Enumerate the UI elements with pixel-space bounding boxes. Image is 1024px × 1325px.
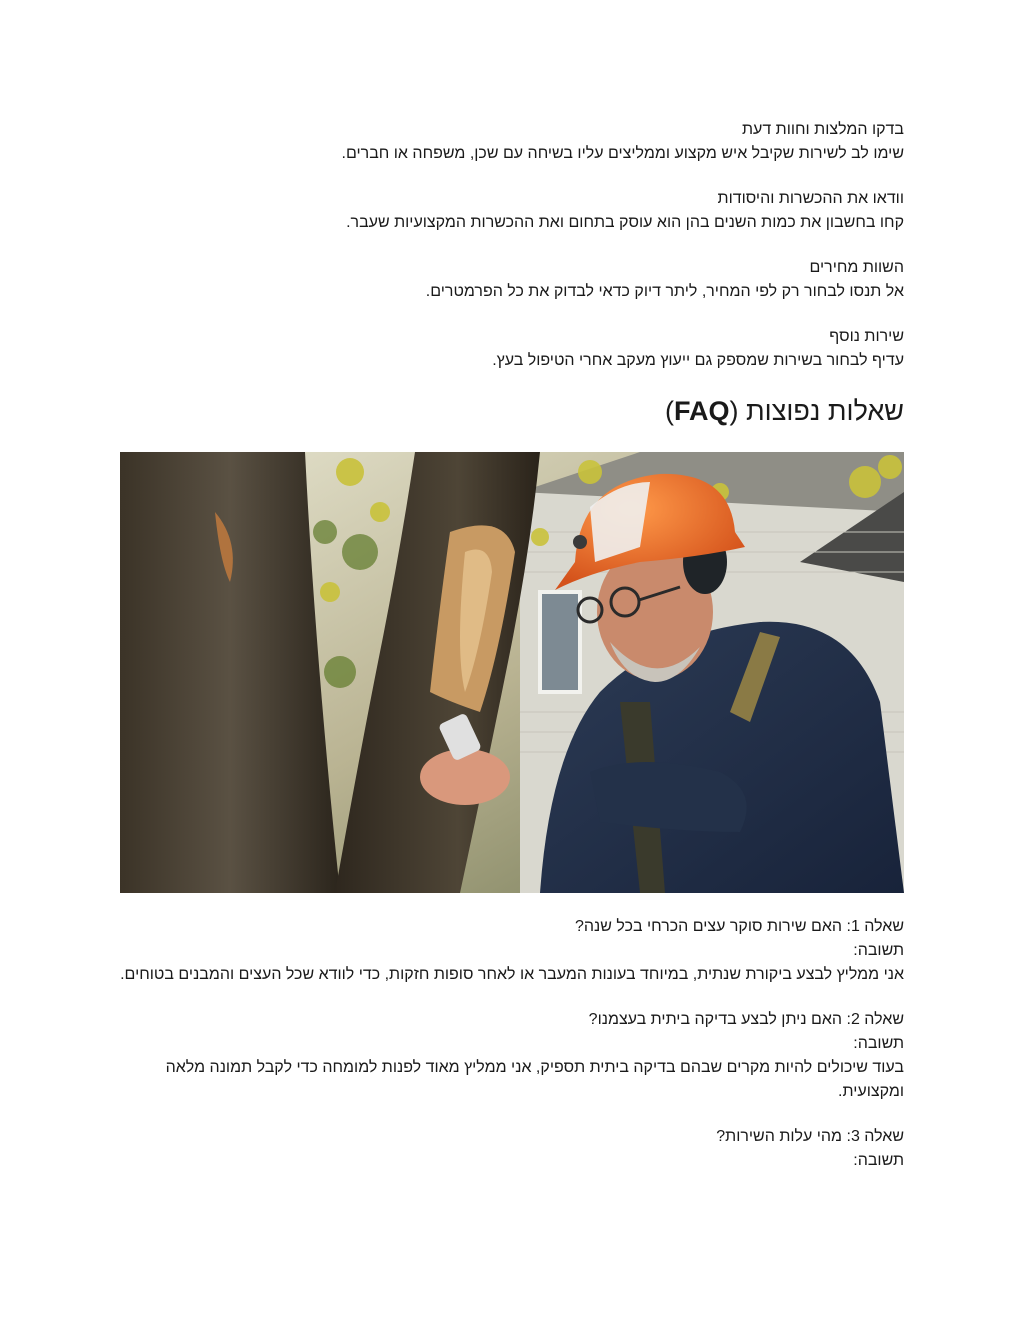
tip-text: שימו לב לשירות שקיבל איש מקצוע וממליצים עליו בשיחה עם שכן, משפחה או חברים. xyxy=(341,145,904,162)
tip-block xyxy=(120,118,904,166)
tip-title: וודאו את ההכשרות והיסודות xyxy=(717,190,904,207)
faq-item xyxy=(120,1008,904,1104)
faq-question: שאלה 3: מהי עלות השירות? xyxy=(716,1128,904,1145)
tip-text: עדיף לבחור בשירות שמספק גם ייעוץ מעקב אחרי הטיפול בעץ. xyxy=(492,352,904,369)
tip-block xyxy=(120,325,904,373)
faq-item xyxy=(120,1125,904,1173)
tip-text: אל תנסו לבחור רק לפי המחיר, ליתר דיוק כדאי לבדוק את כל הפרמטרים. xyxy=(425,283,904,300)
arborist-photo xyxy=(120,452,904,893)
tip-text: קחו בחשבון את כמות השנים בהן הוא עוסק בתחום ואת ההכשרות המקצועיות שעבר. xyxy=(346,214,904,231)
tip-block xyxy=(120,187,904,235)
faq-question: שאלה 1: האם שירות סוקר עצים הכרחי בכל שנה? xyxy=(575,918,904,935)
faq-answer: בעוד שיכולים להיות מקרים שבהם בדיקה ביתית תספיק, אני ממליץ מאוד לפנות למומחה כדי לקבל תמונה מלאה ומקצועית. xyxy=(165,1059,904,1100)
tip-title: שירות נוסף xyxy=(829,328,904,345)
faq-heading-latin: FAQ xyxy=(674,396,730,426)
faq-answer-label: תשובה: xyxy=(853,942,904,959)
faq-item xyxy=(120,915,904,987)
faq-answer: אני ממליץ לבצע ביקורת שנתית, במיוחד בעונות המעבר או לאחר סופות חזקות, כדי לוודא שכל העצים והמבנים בטוחים. xyxy=(120,966,904,983)
faq-answer-label: תשובה: xyxy=(853,1152,904,1169)
faq-question: שאלה 2: האם ניתן לבצע בדיקה ביתית בעצמנו? xyxy=(588,1011,904,1028)
document-page xyxy=(120,118,904,1194)
tip-title: בדקו המלצות וחוות דעת xyxy=(741,121,904,138)
faq-heading-suffix: ) xyxy=(665,396,675,426)
tip-block xyxy=(120,256,904,304)
faq-heading-prefix: שאלות נפוצות ( xyxy=(729,396,904,426)
faq-heading xyxy=(120,394,904,428)
tip-title: השוות מחירים xyxy=(809,259,904,276)
faq-answer-label: תשובה: xyxy=(853,1035,904,1052)
